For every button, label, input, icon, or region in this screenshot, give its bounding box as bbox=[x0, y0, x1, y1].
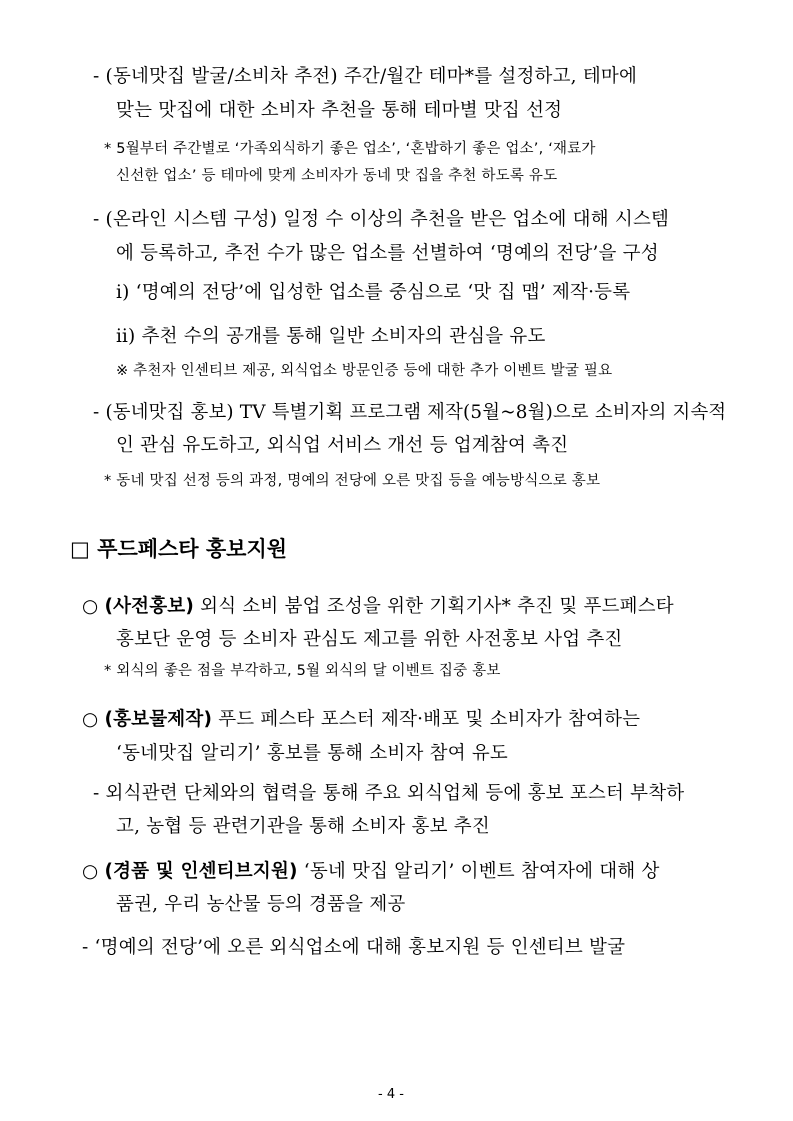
page-number: - 4 - bbox=[378, 1087, 404, 1102]
prefix: * bbox=[104, 141, 117, 157]
line-text: 고, 농협 등 관련기관을 통해 소비자 홍보 추진 bbox=[116, 816, 490, 837]
prefix: - bbox=[93, 402, 106, 423]
line-text: ‘동네 맛집 알리기’ 이벤트 참여자에 대해 상 bbox=[297, 861, 660, 882]
line-text: 인 관심 유도하고, 외식업 서비스 개선 등 업계참여 촉진 bbox=[116, 435, 569, 456]
continuation-line bbox=[116, 625, 623, 651]
line-text: 신선한 업소’ 등 테마에 맞게 소비자가 동네 맛 집을 추천 하도록 유도 bbox=[116, 168, 558, 184]
line-text: 추천자 인센티브 제공, 외식업소 방문인증 등에 대한 추가 이벤트 발굴 필요 bbox=[133, 363, 613, 379]
dash-item bbox=[93, 779, 684, 805]
bullet-line-1 bbox=[93, 62, 637, 88]
prefix: ○ bbox=[82, 861, 105, 882]
prefix: - bbox=[93, 783, 106, 804]
line-text: (온라인 시스템 구성) 일정 수 이상의 추천을 받은 업소에 대해 시스템 bbox=[105, 209, 670, 230]
roman-item-2 bbox=[116, 322, 546, 348]
line-text: 외식의 좋은 점을 부각하고, 5월 외식의 달 이벤트 집중 홍보 bbox=[116, 663, 501, 679]
prefix: ○ bbox=[82, 709, 105, 730]
circle-item-1 bbox=[82, 592, 674, 618]
line-text: 품권, 우리 농산물 등의 경품을 제공 bbox=[116, 894, 406, 915]
prefix: - bbox=[82, 937, 95, 958]
line-text: ‘동네맛집 알리기’ 홍보를 통해 소비자 참여 유도 bbox=[116, 743, 508, 764]
line-text: 외식관련 단체와의 협력을 통해 주요 외식업체 등에 홍보 포스터 부착하 bbox=[105, 783, 685, 804]
continuation-line bbox=[116, 239, 659, 265]
line-text: 추천 수의 공개를 통해 일반 소비자의 관심을 유도 bbox=[141, 326, 546, 347]
prefix: ⅱ) bbox=[116, 326, 142, 347]
continuation-line bbox=[116, 431, 568, 457]
roman-item-1 bbox=[116, 278, 630, 304]
line-text: ‘명예의 전당’에 입성한 업소를 중심으로 ‘맛 집 맵’ 제작·등록 bbox=[135, 282, 631, 303]
continuation-line bbox=[116, 739, 508, 765]
footnote-continuation bbox=[116, 164, 557, 185]
line-text: 홍보단 운영 등 소비자 관심도 제고를 위한 사전홍보 사업 추진 bbox=[116, 629, 623, 650]
bullet-line-2 bbox=[93, 205, 669, 231]
prefix: ※ bbox=[116, 363, 134, 379]
continuation-line bbox=[116, 96, 562, 122]
footnote-line bbox=[104, 659, 501, 680]
prefix: ⅰ) bbox=[116, 282, 136, 303]
line-text: 에 등록하고, 추전 수가 많은 업소를 선별하여 ‘명예의 전당’을 구성 bbox=[116, 243, 659, 264]
line-text: 푸드 페스타 포스터 제작·배포 및 소비자가 참여하는 bbox=[212, 709, 641, 730]
prefix: * bbox=[104, 473, 117, 489]
item-label: (경품 및 인센티브지원) bbox=[104, 861, 298, 882]
line-text: ‘명예의 전당’에 오른 외식업소에 대해 홍보지원 등 인센티브 발굴 bbox=[94, 937, 626, 958]
circle-item-3 bbox=[82, 857, 660, 883]
continuation-line bbox=[116, 890, 405, 916]
prefix: - bbox=[93, 66, 106, 87]
dash-item bbox=[82, 933, 625, 959]
item-label: (사전홍보) bbox=[104, 596, 195, 617]
heading-text: 푸드페스타 홍보지원 bbox=[97, 537, 288, 561]
prefix: ○ bbox=[82, 596, 105, 617]
line-text: 동네 맛집 선정 등의 과정, 명예의 전당에 오른 맛집 등을 예능방식으로 홍보 bbox=[116, 473, 601, 489]
bullet-line-3 bbox=[93, 398, 726, 424]
line-text: (동네맛집 홍보) TV 특별기획 프로그램 제작(5월~8월)으로 소비자의 지속적 bbox=[105, 402, 727, 423]
footnote-line bbox=[104, 469, 600, 490]
prefix: - bbox=[93, 209, 106, 230]
line-text: 5월부터 주간별로 ‘가족외식하기 좋은 업소’, ‘혼밥하기 좋은 업소’, ‘재료가 bbox=[116, 141, 596, 157]
circle-item-2 bbox=[82, 705, 640, 731]
continuation-line bbox=[116, 812, 490, 838]
heading-box-glyph: □ bbox=[70, 537, 98, 561]
footnote-line bbox=[104, 137, 596, 158]
section-heading bbox=[70, 533, 287, 563]
prefix: * bbox=[104, 663, 117, 679]
line-text: (동네맛집 발굴/소비차 추전) 주간/월간 테마*를 설정하고, 테마에 bbox=[105, 66, 638, 87]
item-label: (홍보물제작) bbox=[104, 709, 213, 730]
line-text: 맞는 맛집에 대한 소비자 추천을 통해 테마별 맛집 선정 bbox=[116, 100, 563, 121]
line-text: 외식 소비 붐업 조성을 위한 기획기사* 추진 및 푸드페스타 bbox=[194, 596, 674, 617]
reference-note bbox=[116, 359, 612, 380]
